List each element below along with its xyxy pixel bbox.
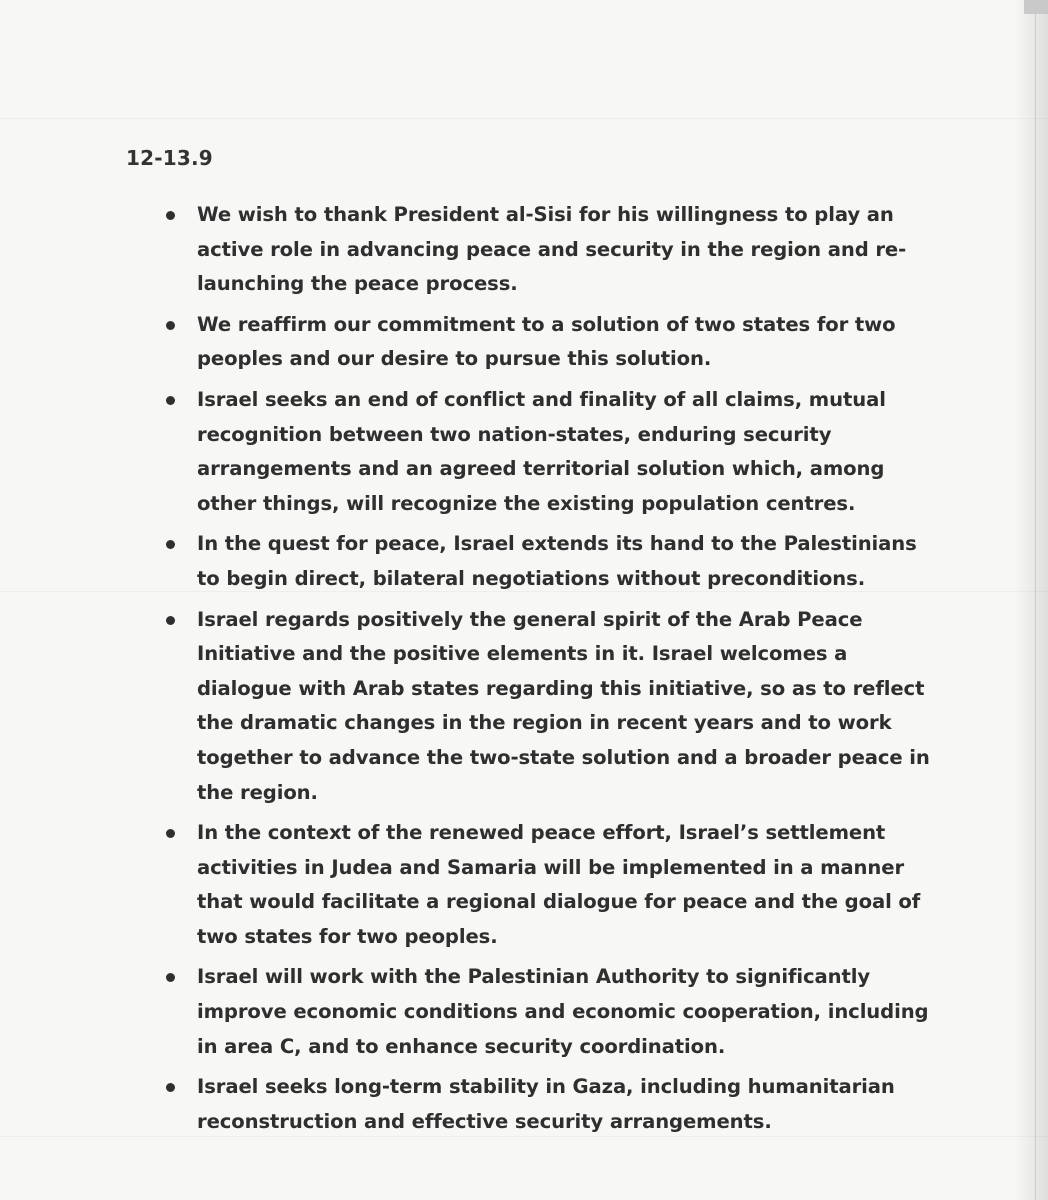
list-item xyxy=(162,383,932,521)
list-item xyxy=(162,1070,932,1139)
list-item xyxy=(162,198,932,302)
statement-bullet-list xyxy=(162,198,932,1145)
bullet-dot-icon xyxy=(166,211,175,220)
bullet-text: In the quest for peace, Israel extends its hand to the Palestinians to begin direct, bilateral negotiations without preconditions. xyxy=(197,532,917,590)
bullet-text: Israel will work with the Palestinian Authority to significantly improve economic conditions and economic cooperation, including in area C, and to enhance security coordination. xyxy=(197,965,929,1058)
list-item xyxy=(162,816,932,954)
bullet-text: Israel seeks long-term stability in Gaza, including humanitarian reconstruction and effective security arrangements. xyxy=(197,1075,895,1133)
list-item xyxy=(162,527,932,596)
bullet-dot-icon xyxy=(166,1083,175,1092)
scanner-edge-shadow xyxy=(1014,0,1048,1200)
list-item xyxy=(162,603,932,811)
bullet-dot-icon xyxy=(166,616,175,625)
bullet-dot-icon xyxy=(166,396,175,405)
bullet-text: We wish to thank President al-Sisi for his willingness to play an active role in advancing peace and security in the region and re-launching the peace process. xyxy=(197,203,907,296)
bullet-dot-icon xyxy=(166,540,175,549)
list-item xyxy=(162,960,932,1064)
paper-corner xyxy=(1024,0,1048,14)
scanner-edge-line xyxy=(1035,0,1036,1200)
document-date-heading: 12-13.9 xyxy=(126,146,213,170)
bullet-dot-icon xyxy=(166,829,175,838)
bullet-text: In the context of the renewed peace effort, Israel’s settlement activities in Judea and Samaria will be implemented in a manner that would facilitate a regional dialogue for peace and the goal of two states for two peoples. xyxy=(197,821,921,948)
bullet-text: Israel regards positively the general spirit of the Arab Peace Initiative and the positive elements in it. Israel welcomes a dialogue with Arab states regarding this initiative, so as to reflect the dramatic changes in the region in recent years and to work together to advance the two-state solution and a broader peace in the region. xyxy=(197,607,930,804)
bullet-text: Israel seeks an end of conflict and finality of all claims, mutual recognition between two nation-states, enduring security arrangements and an agreed territorial solution which, among other things, will recognize the existing population centres. xyxy=(197,387,886,515)
paper-fold-line xyxy=(0,118,1048,119)
bullet-dot-icon xyxy=(166,973,175,982)
bullet-text: We reaffirm our commitment to a solution of two states for two peoples and our desire to pursue this solution. xyxy=(197,312,896,371)
bullet-dot-icon xyxy=(166,321,175,330)
list-item xyxy=(162,308,932,377)
